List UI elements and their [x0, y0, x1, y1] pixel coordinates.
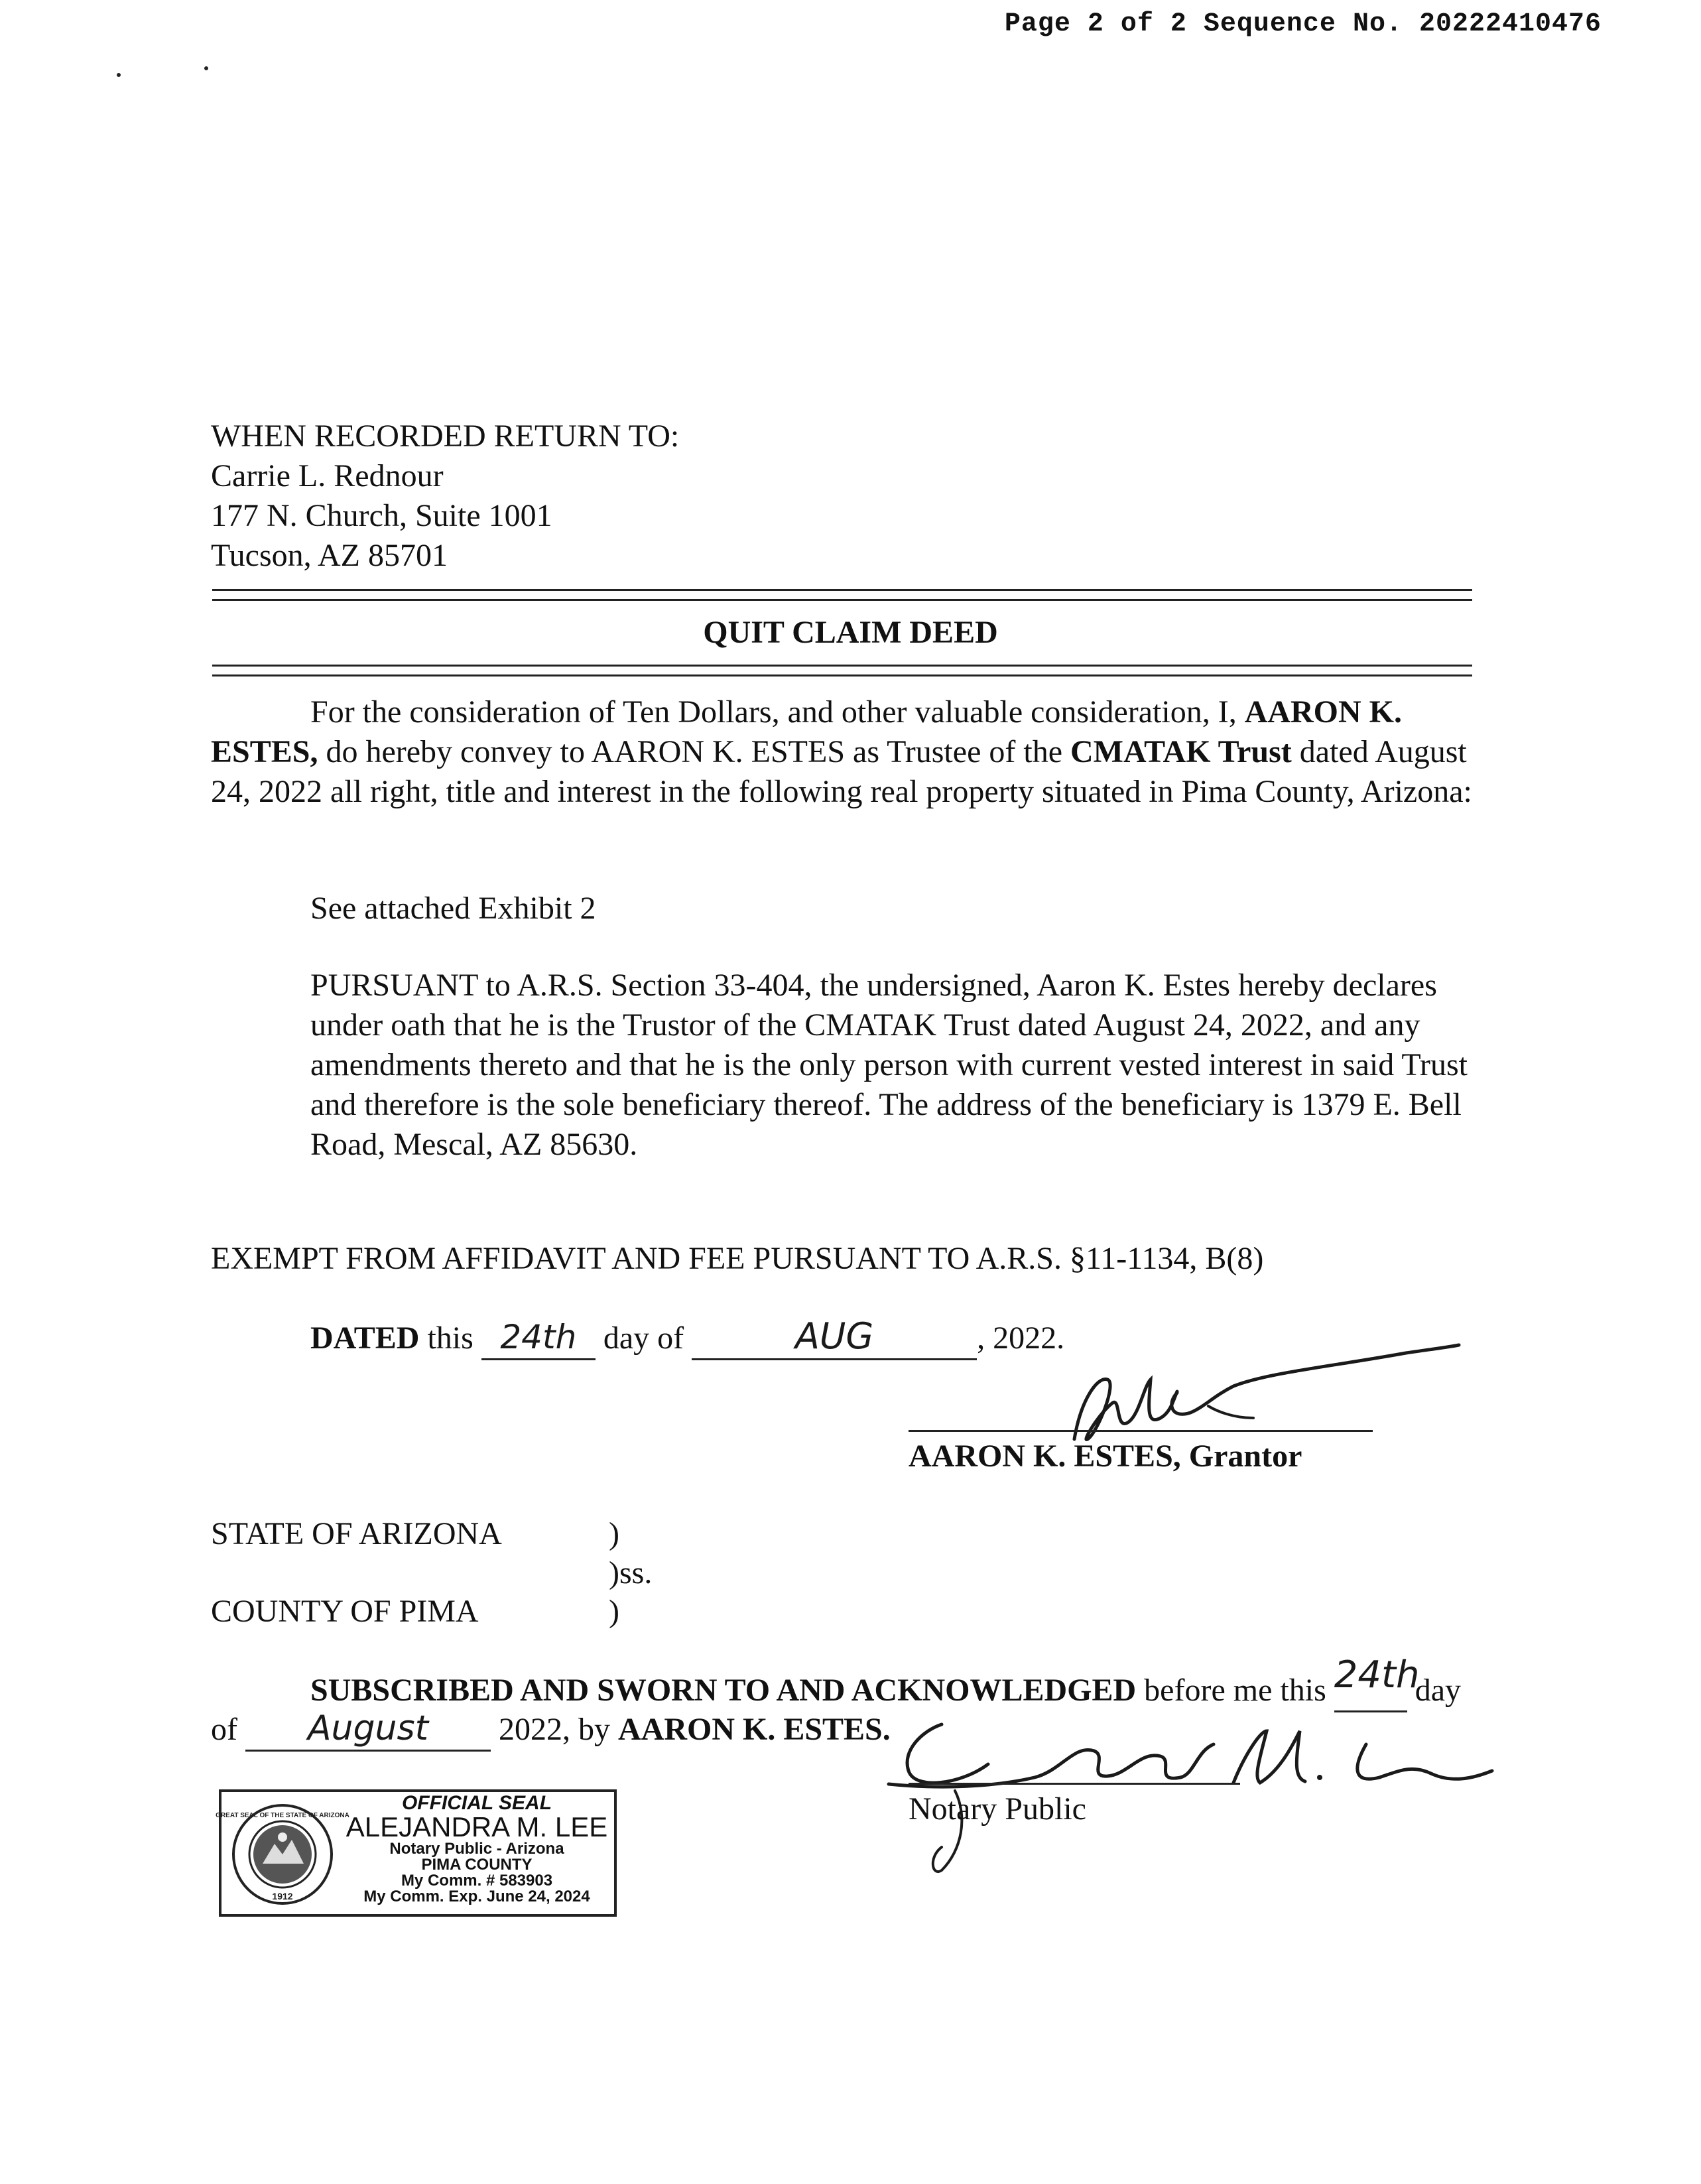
state-seal-icon [216, 1803, 349, 1906]
seal-line-comm-expiry: My Comm. Exp. June 24, 2024 [363, 1888, 590, 1905]
official-seal-stamp [216, 1789, 617, 1917]
dated-line [310, 1317, 1064, 1360]
scan-speck [204, 66, 208, 70]
acknowledgment-bold: SUBSCRIBED AND SWORN TO AND ACKNOWLEDGED [310, 1673, 1137, 1708]
grantor-signature-line [909, 1430, 1373, 1432]
seal-line-comm-number: My Comm. # 583903 [401, 1872, 553, 1890]
acknowledgment-before-me: before me this [1136, 1673, 1334, 1708]
document-title: QUIT CLAIM DEED [703, 615, 998, 650]
consideration-part2: do hereby convey to AARON K. ESTES as Trustee of the [318, 734, 1070, 769]
ack-month-blank [245, 1708, 491, 1752]
seal-text-block [341, 1793, 613, 1905]
seal-line-name: ALEJANDRA M. LEE [346, 1811, 608, 1842]
dated-day-of: day of [595, 1320, 692, 1356]
venue-state: STATE OF ARIZONA [211, 1516, 502, 1551]
dated-month-blank [692, 1317, 977, 1360]
return-name: Carrie L. Rednour [211, 458, 444, 493]
seal-line-official: OFFICIAL SEAL [401, 1792, 552, 1814]
ack-day-handwritten: 24th [1334, 1653, 1420, 1697]
venue-paren-top: ) [609, 1516, 619, 1551]
title-rule-top [212, 589, 1472, 601]
dated-day-handwritten: 24th [500, 1318, 577, 1356]
ack-month-handwritten: August [307, 1708, 428, 1748]
acknowledgment-year-by: 2022, by [490, 1712, 618, 1747]
venue-paren-bottom: ) [609, 1594, 619, 1629]
seal-line-notary: Notary Public - Arizona [389, 1840, 564, 1858]
exhibit-line: See attached Exhibit 2 [310, 891, 596, 926]
seal-year: 1912 [272, 1891, 293, 1901]
dated-day-blank [481, 1317, 596, 1360]
notary-signature-line [909, 1783, 1240, 1785]
exempt-line: EXEMPT FROM AFFIDAVIT AND FEE PURSUANT TO A.R.S. §11-1134, B(8) [211, 1241, 1264, 1276]
pursuant-paragraph: PURSUANT to A.R.S. Section 33-404, the undersigned, Aaron K. Estes hereby declares under oath that he is the Trustor of the CMATAK Trust dated August 24, 2022, and any amendments thereto and that he is the only person with current vested interest in said Trust and therefore is the sole beneficiary thereof. The address of the beneficiary is 1379 E. Bell Road, Mescal, AZ 85630. [310, 968, 1468, 1162]
acknowledgment-name: AARON K. ESTES. [617, 1712, 891, 1747]
consideration-part1: For the consideration of Ten Dollars, and other valuable consideration, I, [310, 694, 1245, 730]
dated-year: , 2022. [977, 1320, 1065, 1356]
notary-label: Notary Public [909, 1791, 1086, 1827]
dated-label: DATED [310, 1320, 420, 1356]
venue-ss: )ss. [609, 1555, 653, 1590]
acknowledgment-day-word: day [1407, 1673, 1462, 1708]
acknowledgment-of: of [211, 1712, 245, 1747]
consideration-part3: dated August 24, 2022 all right, title and interest in the following real property situated in Pima County, Arizona: [211, 734, 1472, 809]
venue-county: COUNTY OF PIMA [211, 1594, 479, 1629]
dated-this: this [419, 1320, 481, 1356]
page-sequence-header: Page 2 of 2 Sequence No. 20222410476 [1004, 9, 1602, 39]
title-rule-bottom [212, 665, 1472, 676]
scan-speck [117, 73, 121, 77]
seal-line-county: PIMA COUNTY [421, 1856, 533, 1874]
trust-name: CMATAK Trust [1070, 734, 1292, 769]
return-street: 177 N. Church, Suite 1001 [211, 498, 552, 533]
return-heading: WHEN RECORDED RETURN TO: [211, 418, 680, 454]
return-city: Tucson, AZ 85701 [211, 538, 448, 573]
seal-ring-text: GREAT SEAL OF THE STATE OF ARIZONA [216, 1812, 349, 1819]
grantor-name: AARON K. ESTES, [211, 694, 1403, 769]
consideration-paragraph [211, 692, 1478, 812]
grantor-signature-label: AARON K. ESTES, Grantor [909, 1439, 1302, 1474]
acknowledgment-line2 [211, 1708, 891, 1752]
dated-month-handwritten: AUG [794, 1315, 874, 1357]
